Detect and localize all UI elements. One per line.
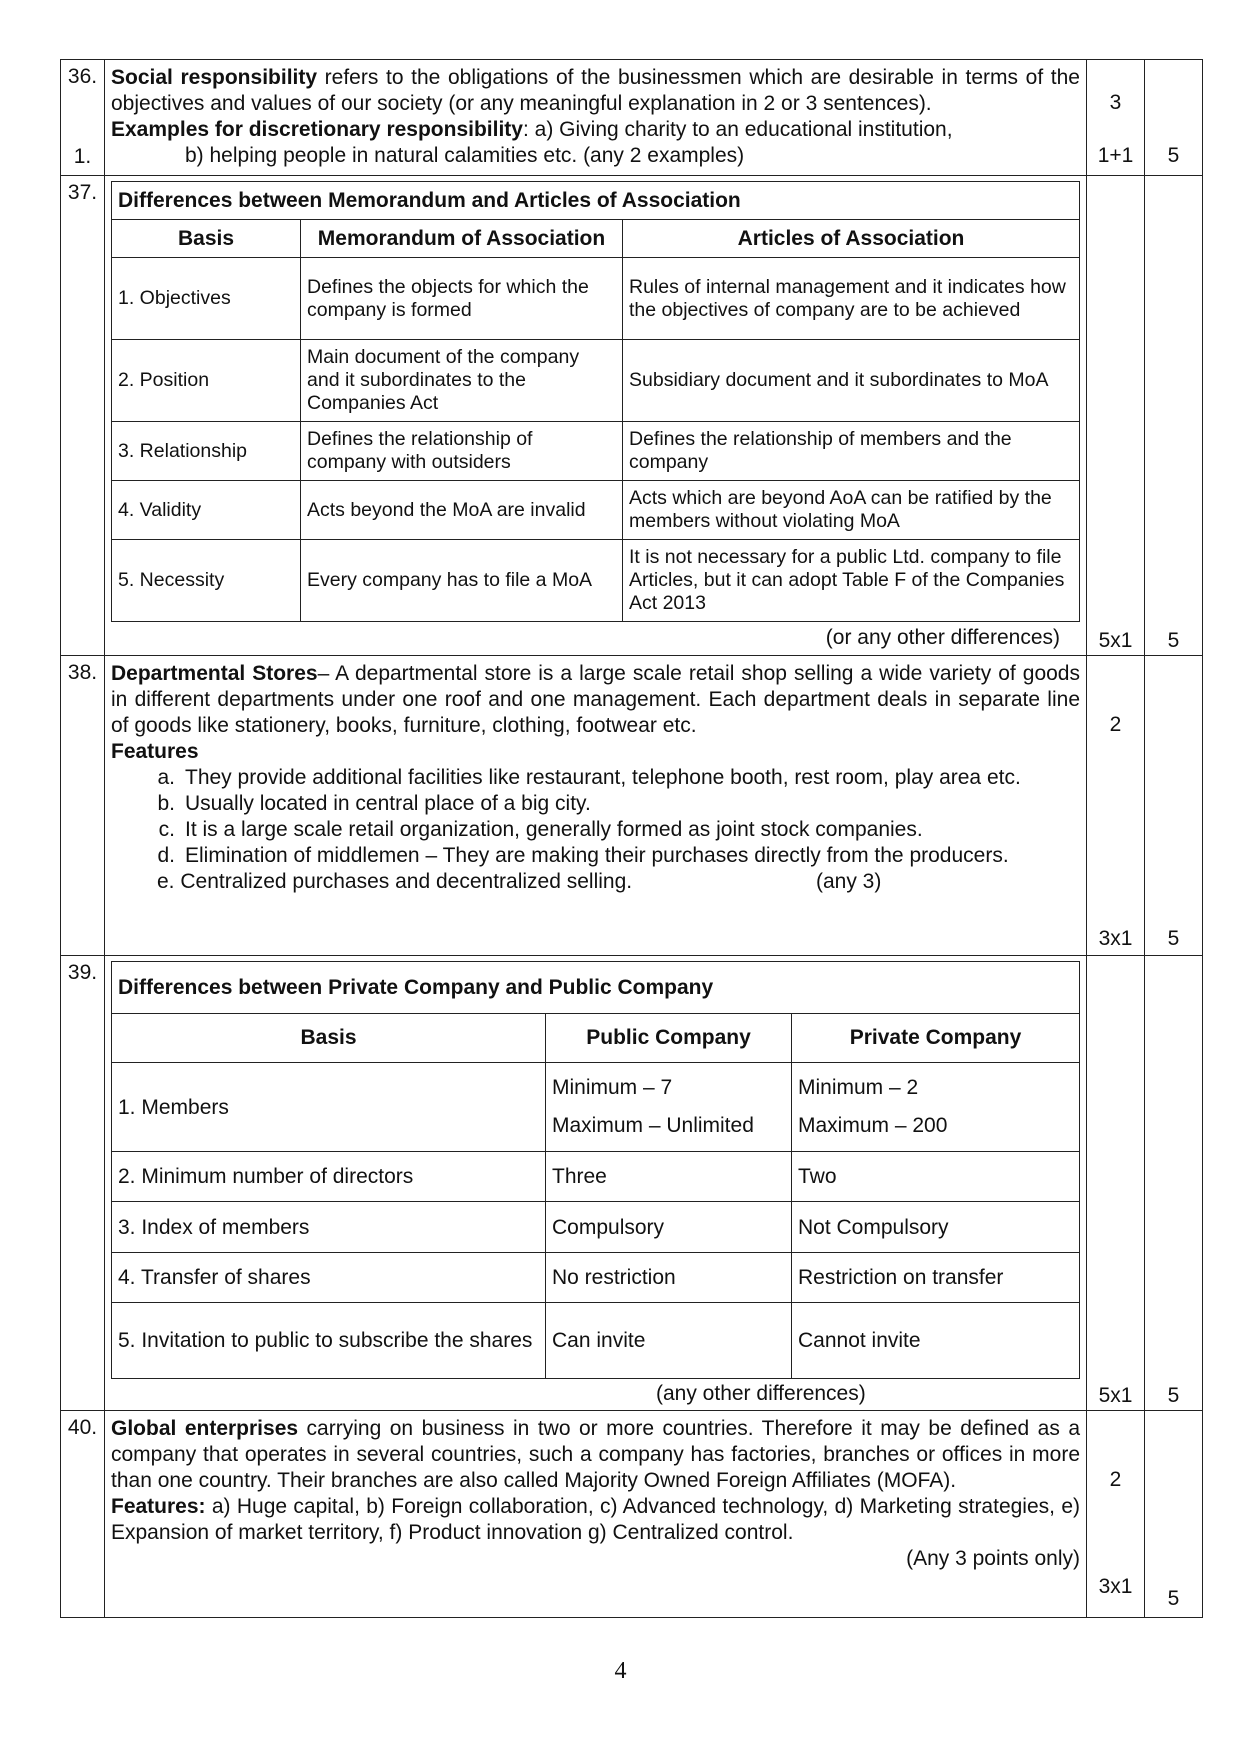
list-item <box>111 791 1080 817</box>
cell-basis: 5. Invitation to public to subscribe the shares <box>112 1303 546 1379</box>
question-row-36 <box>61 60 1203 176</box>
cell-aoa: Rules of internal management and it indicates how the objectives of company are to be achieved <box>623 258 1080 340</box>
cell-public: No restriction <box>546 1253 792 1303</box>
question-row-40 <box>61 1411 1203 1618</box>
total-cell <box>1145 1411 1203 1618</box>
table-row <box>112 1152 1080 1202</box>
item-text: Elimination of middlemen – They are making their purchases directly from the producers. <box>185 844 1009 867</box>
table-row <box>112 1063 1080 1152</box>
marks-value: 1+1 <box>1097 144 1134 167</box>
cell-public <box>546 1063 792 1152</box>
term: Social responsibility <box>111 66 318 89</box>
cell-public: Compulsory <box>546 1202 792 1253</box>
features-text: a) Huge capital, b) Foreign collaboration, c) Advanced technology, d) Marketing strategies, e) Expansion of market territory, f) Product innovation g) Centralized control. <box>111 1495 1080 1544</box>
question-number: 36. <box>67 65 98 88</box>
item-text: It is a large scale retail organization, generally formed as joint stock companies. <box>185 818 923 841</box>
item-text: They provide additional facilities like restaurant, telephone booth, rest room, play area etc. <box>185 766 1021 789</box>
term: Global enterprises <box>111 1417 299 1440</box>
cell-basis: 5. Necessity <box>112 540 301 622</box>
marks-cell <box>1087 1411 1145 1618</box>
marks-cell <box>1087 60 1145 176</box>
memorandum-articles-table <box>111 181 1080 622</box>
cell-aoa: Subsidiary document and it subordinates to MoA <box>623 340 1080 422</box>
table-caption: Differences between Private Company and Public Company <box>112 962 1080 1014</box>
question-row-37 <box>61 176 1203 656</box>
answer-content <box>105 656 1087 956</box>
sub-number: 1. <box>73 145 92 168</box>
table-row <box>112 258 1080 340</box>
table-row <box>112 1303 1080 1379</box>
total-value: 5 <box>1167 629 1180 652</box>
column-header: Memorandum of Association <box>301 220 623 258</box>
question-number-cell <box>61 956 105 1411</box>
marks-value: 2 <box>1109 713 1122 736</box>
cell-basis: 1. Members <box>112 1063 546 1152</box>
table-row <box>112 540 1080 622</box>
features-para <box>111 1494 1080 1546</box>
question-number: 40. <box>67 1416 98 1439</box>
total-cell <box>1145 656 1203 956</box>
list-item <box>111 817 1080 843</box>
column-header: Private Company <box>792 1014 1080 1063</box>
total-cell <box>1145 60 1203 176</box>
definition-para <box>111 1416 1080 1494</box>
marks-cell <box>1087 656 1145 956</box>
any-note: (any 3) <box>816 870 882 893</box>
cell-private: Two <box>792 1152 1080 1202</box>
column-header: Articles of Association <box>623 220 1080 258</box>
column-header: Public Company <box>546 1014 792 1063</box>
total-value: 5 <box>1167 1384 1180 1407</box>
cell-aoa: Defines the relationship of members and the company <box>623 422 1080 481</box>
cell-basis: 3. Index of members <box>112 1202 546 1253</box>
question-number-cell <box>61 656 105 956</box>
marks-value: 3x1 <box>1098 927 1133 950</box>
definition-text: – A departmental store is a large scale retail shop selling a wide variety of goods in different departments under one roof and one management. Each department deals in separate line of goods like stationery, books, furniture, clothing, footwear etc. <box>111 662 1080 737</box>
any-points-note: (Any 3 points only) <box>906 1547 1080 1570</box>
cell-basis: 1. Objectives <box>112 258 301 340</box>
cell-public: Three <box>546 1152 792 1202</box>
cell-basis: 2. Position <box>112 340 301 422</box>
definition-para <box>111 661 1080 739</box>
marks-value: 5x1 <box>1098 1384 1133 1407</box>
cell-moa: Main document of the company and it subordinates to the Companies Act <box>301 340 623 422</box>
item-letter: c. <box>158 818 175 841</box>
question-number: 38. <box>67 661 98 684</box>
cell-basis: 2. Minimum number of directors <box>112 1152 546 1202</box>
private-max: Maximum – 200 <box>798 1114 948 1137</box>
example-a: : a) Giving charity to an educational institution, <box>522 118 953 141</box>
page-number: 4 <box>614 1658 627 1684</box>
other-differences-note: (or any other differences) <box>825 626 1060 649</box>
features-list <box>111 765 1080 869</box>
public-max: Maximum – Unlimited <box>552 1114 754 1137</box>
cell-moa: Defines the relationship of company with outsiders <box>301 422 623 481</box>
cell-moa: Acts beyond the MoA are invalid <box>301 481 623 540</box>
cell-aoa: It is not necessary for a public Ltd. company to file Articles, but it can adopt Table F of the Companies Act 2013 <box>623 540 1080 622</box>
list-item <box>111 843 1080 869</box>
marks-cell <box>1087 176 1145 656</box>
last-feature: e. Centralized purchases and decentralized selling. <box>157 870 633 893</box>
table-caption: Differences between Memorandum and Articles of Association <box>112 182 1080 220</box>
private-public-table <box>111 961 1080 1379</box>
question-number: 39. <box>67 961 98 984</box>
cell-basis: 4. Transfer of shares <box>112 1253 546 1303</box>
answer-content <box>105 1411 1087 1618</box>
marks-value: 5x1 <box>1098 629 1133 652</box>
item-letter: b. <box>157 792 175 815</box>
other-differences-note: (any other differences) <box>656 1382 866 1405</box>
definition-para <box>111 65 1080 117</box>
list-item <box>111 765 1080 791</box>
table-row <box>112 481 1080 540</box>
item-letter: a. <box>157 766 175 789</box>
cell-basis: 3. Relationship <box>112 422 301 481</box>
question-number-cell <box>61 1411 105 1618</box>
features-label: Features: <box>111 1495 206 1518</box>
features-heading: Features <box>111 740 199 763</box>
examples-label: Examples for discretionary responsibility <box>111 118 523 141</box>
cell-public: Can invite <box>546 1303 792 1379</box>
marks-cell <box>1087 956 1145 1411</box>
answer-table <box>60 59 1203 1618</box>
total-cell <box>1145 956 1203 1411</box>
table-row <box>112 1202 1080 1253</box>
marks-value: 3x1 <box>1098 1575 1133 1598</box>
definition-text: carrying on business in two or more countries. Therefore it may be defined as a company that operates in several countries, such a company has factories, branches or offices in more than one country. Their branches are also called Majority Owned Foreign Affiliates (MOFA). <box>111 1417 1080 1492</box>
public-min: Minimum – 7 <box>552 1076 673 1099</box>
marks-value: 3 <box>1109 91 1122 114</box>
table-row <box>112 422 1080 481</box>
last-feature-line <box>111 869 1080 895</box>
question-row-38 <box>61 656 1203 956</box>
example-b: b) helping people in natural calamities etc. (any 2 examples) <box>185 144 745 167</box>
answer-key-page <box>60 59 1202 1618</box>
table-row <box>112 340 1080 422</box>
private-min: Minimum – 2 <box>798 1076 919 1099</box>
column-header: Basis <box>112 220 301 258</box>
cell-private: Cannot invite <box>792 1303 1080 1379</box>
cell-moa: Every company has to file a MoA <box>301 540 623 622</box>
answer-content <box>105 956 1087 1411</box>
total-value: 5 <box>1167 1587 1180 1610</box>
features-label <box>111 739 1080 765</box>
cell-private <box>792 1063 1080 1152</box>
item-text: Usually located in central place of a big city. <box>185 792 591 815</box>
cell-basis: 4. Validity <box>112 481 301 540</box>
table-row <box>112 1253 1080 1303</box>
cell-private: Not Compulsory <box>792 1202 1080 1253</box>
question-number-cell <box>61 60 105 176</box>
question-number: 37. <box>67 181 98 204</box>
cell-aoa: Acts which are beyond AoA can be ratified by the members without violating MoA <box>623 481 1080 540</box>
marks-value: 2 <box>1109 1468 1122 1491</box>
definition-text: refers to the obligations of the businessmen which are desirable in terms of the objectives and values of our society (or any meaningful explanation in 2 or 3 sentences). <box>111 66 1080 115</box>
question-row-39 <box>61 956 1203 1411</box>
item-letter: d. <box>157 844 175 867</box>
answer-content <box>105 60 1087 176</box>
cell-moa: Defines the objects for which the company is formed <box>301 258 623 340</box>
term: Departmental Stores <box>111 662 318 685</box>
column-header: Basis <box>112 1014 546 1063</box>
question-number-cell <box>61 176 105 656</box>
cell-private: Restriction on transfer <box>792 1253 1080 1303</box>
total-value: 5 <box>1167 927 1180 950</box>
total-cell <box>1145 176 1203 656</box>
examples-para <box>111 117 1080 143</box>
total-value: 5 <box>1167 144 1180 167</box>
answer-content <box>105 176 1087 656</box>
